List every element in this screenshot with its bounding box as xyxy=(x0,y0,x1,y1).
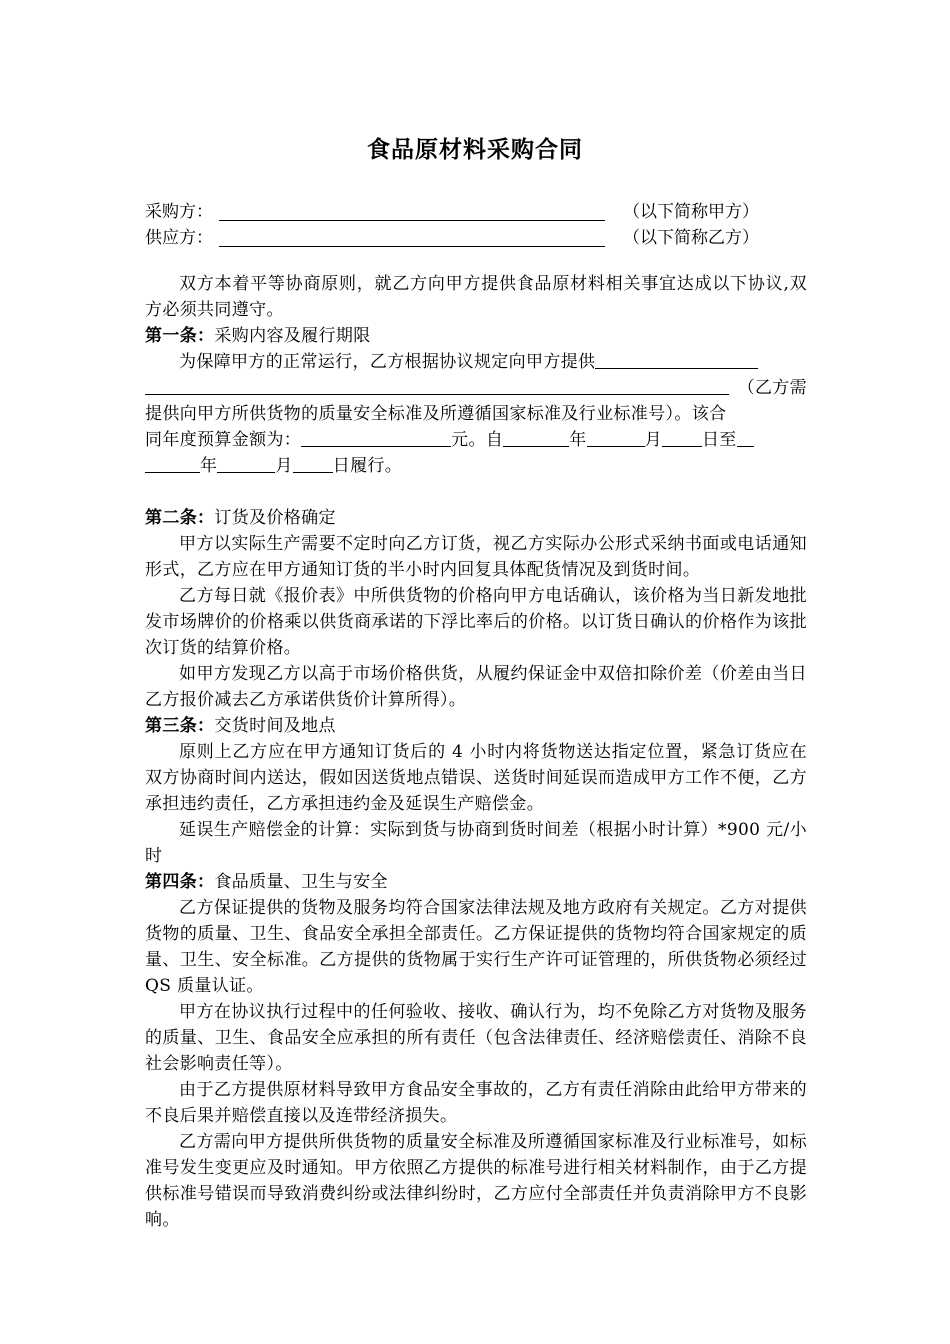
article-4-heading xyxy=(145,869,807,895)
end-day-blank xyxy=(293,454,333,473)
end-month-blank xyxy=(217,454,275,473)
budget-blank xyxy=(301,428,451,447)
start-day-blank xyxy=(662,428,702,447)
article-1-text-b: （乙方需 xyxy=(737,378,807,398)
end-month-unit: 月 xyxy=(275,456,293,476)
article-2-heading xyxy=(145,505,807,531)
spacer xyxy=(145,479,807,505)
article-3-paragraph: 延误生产赔偿金的计算：实际到货与协商到货时间差（根据小时计算）*900 元/小时 xyxy=(145,820,807,866)
article-3-title: 交货时间及地点 xyxy=(214,716,336,736)
goods-blank-continued xyxy=(145,376,729,395)
contract-body xyxy=(145,271,807,1233)
article-1-number: 第一条： xyxy=(145,326,215,346)
buyer-line xyxy=(145,199,805,225)
article-1-heading xyxy=(145,323,807,349)
article-4-paragraph: 由于乙方提供原材料导致甲方食品安全事故的，乙方有责任消除由此给甲方带来的不良后果并赔偿直接以及连带经济损失。 xyxy=(145,1080,807,1126)
buyer-blank xyxy=(219,220,605,221)
article-1-line-2 xyxy=(145,375,807,401)
article-4-paragraph: 乙方需向甲方提供所供货物的质量安全标准及所遵循国家标准及行业标准号，如标准号发生变更应及时通知。甲方依照乙方提供的标准号进行相关材料制作，由于乙方提供标准号错误而导致消费纠纷或法律纠纷时，乙方应付全部责任并负责消除甲方不良影响。 xyxy=(145,1132,807,1230)
supplier-abbr: （以下简称乙方） xyxy=(623,228,759,248)
article-4-paragraph: 甲方在协议执行过程中的任何验收、接收、确认行为，均不免除乙方对货物及服务的质量、卫生、食品安全应承担的所有责任（包含法律责任、经济赔偿责任、消除不良社会影响责任等）。 xyxy=(145,1002,807,1074)
article-3-number: 第三条： xyxy=(145,716,215,736)
end-year-unit: 年 xyxy=(200,456,218,476)
intro-paragraph: 双方本着平等协商原则，就乙方向甲方提供食品原材料相关事宜达成以下协议,双方必须共同遵守。 xyxy=(145,274,807,320)
article-1-line-3: 提供向甲方所供货物的质量安全标准及所遵循国家标准及行业标准号）。该合 xyxy=(145,404,727,424)
document-title: 食品原材料采购合同 xyxy=(367,137,583,163)
article-2-title: 订货及价格确定 xyxy=(214,508,336,528)
start-year-unit: 年 xyxy=(569,430,587,450)
article-1-title: 采购内容及履行期限 xyxy=(214,326,371,346)
end-day-unit: 日履行。 xyxy=(332,456,403,476)
article-4-title: 食品质量、卫生与安全 xyxy=(214,872,388,892)
end-year-blank xyxy=(145,454,200,473)
start-year-blank xyxy=(503,428,569,447)
start-month-unit: 月 xyxy=(644,430,662,450)
supplier-label: 供应方： xyxy=(145,228,213,248)
buyer-label: 采购方： xyxy=(145,202,213,222)
article-2-paragraph: 乙方每日就《报价表》中所供货物的价格向甲方电话确认，该价格为当日新发地批发市场牌价的价格乘以供货商承诺的下浮比率后的价格。以订货日确认的价格作为该批次订货的结算价格。 xyxy=(145,586,807,658)
article-2-paragraph: 甲方以实际生产需要不定时向乙方订货，视乙方实际办公形式采纳书面或电话通知形式，乙方应在甲方通知订货的半小时内回复具体配货情况及到货时间。 xyxy=(145,534,807,580)
article-1-line-4 xyxy=(145,427,807,453)
start-day-unit: 日至 xyxy=(701,430,737,450)
supplier-blank xyxy=(219,246,605,247)
article-4-number: 第四条： xyxy=(145,872,215,892)
article-2-paragraph: 如甲方发现乙方以高于市场价格供货，从履约保证金中双倍扣除价差（价差由当日乙方报价减去乙方承诺供货价计算所得）。 xyxy=(145,664,807,710)
budget-unit: 元。自 xyxy=(451,430,504,450)
buyer-abbr: （以下简称甲方） xyxy=(623,202,759,222)
supplier-line xyxy=(145,225,805,251)
article-3-heading xyxy=(145,713,807,739)
article-1-line-5 xyxy=(145,453,807,479)
start-month-blank xyxy=(587,428,645,447)
goods-blank xyxy=(595,350,758,369)
article-1-line-1 xyxy=(145,349,807,375)
article-1-text-a: 为保障甲方的正常运行，乙方根据协议规定向甲方提供 xyxy=(179,352,596,372)
article-3-paragraph: 原则上乙方应在甲方通知订货后的 4 小时内将货物送达指定位置，紧急订货应在双方协商时间内送达，假如因送货地点错误、送货时间延误而造成甲方工作不便，乙方承担违约责任，乙方承担违约金及延误生产赔偿金。 xyxy=(145,742,807,814)
end-year-blank-start xyxy=(737,428,754,447)
article-4-paragraph: 乙方保证提供的货物及服务均符合国家法律法规及地方政府有关规定。乙方对提供货物的质量、卫生、食品安全承担全部责任。乙方保证提供的货物均符合国家规定的质量、卫生、安全标准。乙方提供的货物属于实行生产许可证管理的，所供货物必须经过 QS 质量认证。 xyxy=(145,898,807,996)
article-2-number: 第二条： xyxy=(145,508,215,528)
budget-label: 同年度预算金额为： xyxy=(145,430,302,450)
